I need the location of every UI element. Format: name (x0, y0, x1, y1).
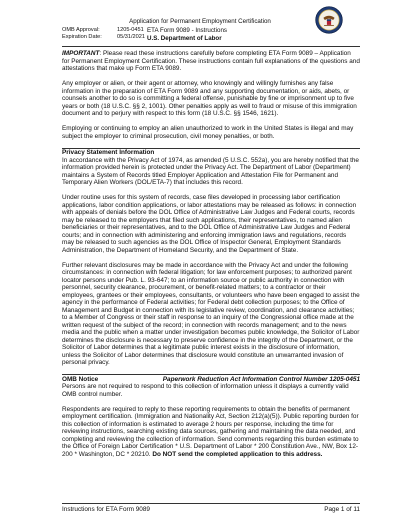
instructions-title: ETA Form 9089 - Instructions (147, 27, 228, 34)
important-label: IMPORTANT (62, 50, 100, 57)
omb-block (62, 27, 145, 41)
agency-name: U.S. Department of Labor (147, 34, 222, 42)
document-body (62, 50, 360, 466)
pra-heading: Paperwork Reduction Act Information Control Number 1205-0451 (162, 375, 360, 383)
footer-doc-title: Instructions for ETA Form 9089 (62, 506, 150, 513)
privacy-heading: Privacy Statement Information (62, 149, 155, 156)
department-seal-icon (315, 6, 343, 34)
privacy-paragraph-2: Under routine uses for this system of records, case files developed in processing labor certification applications, labor condition applications, or labor attestations may be released as follows: in connection with appeals of denials before the DOL Office of Administrative Law Judges and Federal courts, records may be released to the employers that filed such applications, their representatives, to named alien beneficiaries or their representatives, and to the DOL Office of Administrative Law Judges and Federal courts; and in connection with administering and enforcing immigration laws and regulations, records may be released to such agencies as the DOL Office of Inspector General, Employment Standards Administration, the Department of Homeland Security, and the Department of State. (62, 194, 357, 254)
form-title: Application for Permanent Employment Certification (129, 18, 271, 25)
omb-approval-value: 1205-0451 (117, 27, 144, 33)
privacy-section (62, 148, 360, 367)
omb-paragraph-1: Persons are not required to respond to this collection of information unless it displays a currently valid OMB control number. (62, 383, 349, 398)
important-text: : Please read these instructions carefully before completing ETA Form 9089 – Application for Permanent Employment Certification. These instructions contain full explanations of the questions and attestations that make up Form ETA 9089. (62, 50, 360, 72)
omb-paragraph-2 (62, 406, 360, 459)
privacy-paragraph-3: Further relevant disclosures may be made in accordance with the Privacy Act and under the following circumstances: in connection with federal litigation; for law enforcement purposes; to authorized parent locator persons under Pub. L. 93-647; to an information source or public authority in connection with personnel, security clearance, procurement, or benefit-related matters; to a contractor or their employees, grantees or their employees, consultants, or volunteers who have been engaged to assist the agency in the performance of Federal activities; for Federal debt collection purposes; to the Office of Management and Budget in connection with its legislative review, coordination, and clearance activities; to a Member of Congress or their staff in response to an inquiry of the Congressional office made at the written request of the subject of the record; in connection with records management; and to the news media and the public when a matter under investigation becomes public knowledge, the Solicitor of Labor determines the disclosure is necessary to preserve confidence in the integrity of the Department, or the Solicitor of Labor determines that a legitimate public interest exists in the disclosure of information, unless the Solicitor of Labor determines that disclosure would constitute an unwarranted invasion of personal privacy. (62, 261, 360, 366)
warning-paragraph: Any employer or alien, or their agent or attorney, who knowingly and willingly furnishes any false information in the preparation of ETA Form 9089 and any supporting documentation, or aids, abets, or counsels another to do so is committing a federal offense, punishable by fine or imprisonment up to five years or both (18 U.S.C. §§ 2, 1001). Other penalties apply as well to fraud or misuse of this immigration document and to perjury with respect to this form (18 U.S.C. §§ 1546, 1621). (62, 80, 357, 117)
header-center (147, 27, 227, 42)
omb-notice-heading-row (62, 376, 360, 384)
important-paragraph (62, 50, 360, 73)
page-number: Page 1 of 11 (324, 506, 360, 513)
employment-paragraph: Employing or continuing to employ an alien unauthorized to work in the United States is illegal and may subject the employer to criminal prosecution, civil money penalties, or both. (62, 125, 354, 140)
privacy-paragraph-1: In accordance with the Privacy Act of 1974, as amended (5 U.S.C. 552a), you are hereby notified that the information provided herein is protected under the Privacy Act. The Department of Labor (Department) maintains a System of Records titled Employer Application and Attestation File for Permanent and Temporary Alien Workers (DOL/ETA-7) that includes this record. (62, 156, 359, 186)
omb-notice-section (62, 374, 360, 458)
omb-paragraph-2-text: Respondents are required to reply to these reporting requirements to obtain the benefits of permanent employment certification. (Immigration and Nationality Act, Section 212(a)(5)). Public reporting burden for this collection of information is estimated to average 2 hours per response, including the time for reviewing instructions, searching existing data sources, gathering and maintaining the data needed, and completing and reviewing the collection of information. Send comments regarding this burden estimate to the Office of Foreign Labor Certification * U.S. Department of Labor * 200 Constitution Ave., NW, Box 12-200 * Washington, DC * 20210. (62, 405, 359, 458)
page-footer (62, 503, 360, 513)
omb-notice-heading: OMB Notice (62, 375, 99, 383)
header-divider (62, 46, 360, 47)
expiration-label: Expiration Date: (62, 34, 102, 40)
expiration-value: 05/31/2021 (117, 34, 145, 40)
omb-paragraph-2-warning: Do NOT send the completed application to this address. (152, 450, 323, 458)
omb-approval-label: OMB Approval: (62, 27, 100, 33)
